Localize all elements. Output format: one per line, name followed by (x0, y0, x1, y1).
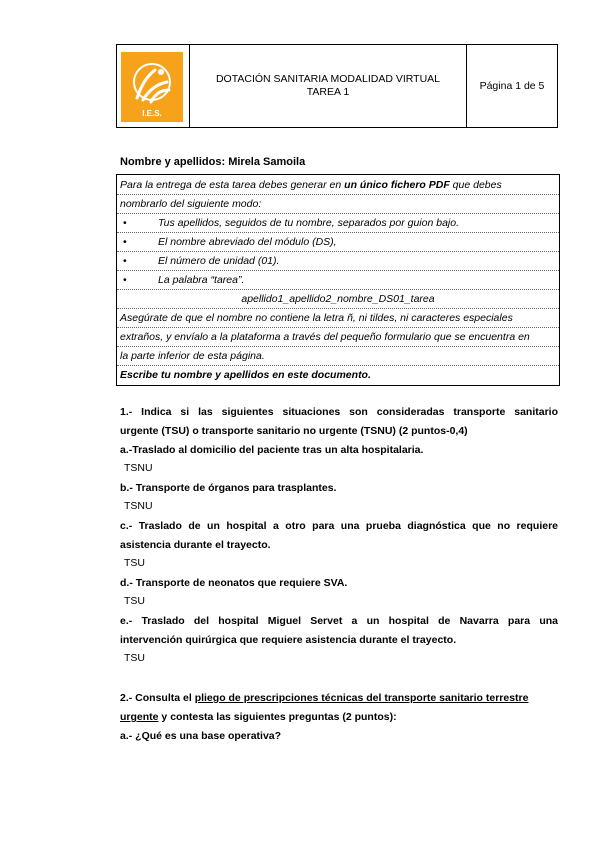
question-1-line-1: 1.- Indica si las siguientes situaciones son consideradas transporte sanitario (120, 406, 558, 418)
document-title: DOTACIÓN SANITARIA MODALIDAD VIRTUAL (215, 73, 441, 85)
question-1c-cont: asistencia durante el trayecto. (120, 539, 271, 551)
question-2a: a.- ¿Qué es una base operativa? (120, 730, 282, 742)
question-1c: c.- Traslado de un hospital a otro para una prueba diagnóstica que no requiere (120, 520, 558, 532)
title-cell (190, 45, 467, 128)
question-1a: a.-Traslado al domicilio del paciente tras un alta hospitalaria. (120, 444, 424, 456)
answer-1e: TSU (124, 652, 145, 664)
question-1e-cont: intervención quirúrgica que requiere asistencia durante el trayecto. (120, 634, 457, 646)
answer-1b: TSNU (124, 500, 153, 512)
answer-1a: TSNU (124, 462, 153, 474)
pdf-emphasis: un único fichero PDF (344, 179, 450, 191)
page-number: Página 1 de 5 (467, 45, 558, 128)
instructions-para-1: Asegúrate de que el nombre no contiene la letra ñ, ni tildes, ni caracteres especiales (120, 312, 513, 324)
filename-example: apellido1_apellido2_nombre_DS01_tarea (241, 293, 435, 305)
instructions-para-2: extraños, y envíalo a la plataforma a través del pequeño formulario que se encuentra en (120, 331, 530, 343)
question-2-line-2: urgente y contesta las siguientes preguntas (2 puntos): (120, 711, 397, 723)
document-subtitle: TAREA 1 (306, 86, 350, 98)
question-1b: b.- Transporte de órganos para trasplantes. (120, 482, 337, 494)
question-1d: d.- Transporte de neonatos que requiere SVA. (120, 577, 348, 589)
instructions-line-2: nombrarlo del siguiente modo: (120, 198, 262, 210)
logo-text: I.E.S. (142, 109, 162, 118)
question-1-line-2: urgente (TSU) o transporte sanitario no urgente (TSNU) (2 puntos-0,4) (120, 425, 468, 437)
instructions-para-3: la parte inferior de esta página. (120, 350, 265, 362)
school-logo-icon (121, 52, 183, 122)
instructions-line-1: Para la entrega de esta tarea debes generar en un único fichero PDF que debes (120, 179, 502, 191)
answer-1c: TSU (124, 557, 145, 569)
specifications-link[interactable]: pliego de prescripciones técnicas del transporte sanitario terrestre (194, 692, 529, 704)
instructions-box: Para la entrega de esta tarea debes generar en un único fichero PDF que debes nombrarlo del siguiente modo: • Tus apellidos, seguidos de tu nombre, separados por guion bajo. • El nombre abreviado del módulo (DS), • El número de unidad (01). • La palabra “tarea”. apellido1_apellido2_nombre_DS01_tarea Asegúrate de que el nombre no contiene la letra ñ, ni tildes, ni caracteres especiales extraños, y envíalo a la plataforma a través del pequeño formulario que se encuentra en la parte inferior de esta página. Escribe tu nombre y apellidos en este documento. (116, 174, 560, 386)
question-1e: e.- Traslado del hospital Miguel Servet a un hospital de Navarra para una (120, 615, 558, 627)
answer-1d: TSU (124, 595, 145, 607)
instructions-closing: Escribe tu nombre y apellidos en este documento. (120, 369, 371, 381)
question-2-line-1: 2.- Consulta el pliego de prescripciones técnicas del transporte sanitario terrestre (120, 692, 529, 704)
specifications-link-cont[interactable]: urgente (120, 711, 159, 723)
student-name: Nombre y apellidos: Mirela Samoila (120, 156, 306, 168)
